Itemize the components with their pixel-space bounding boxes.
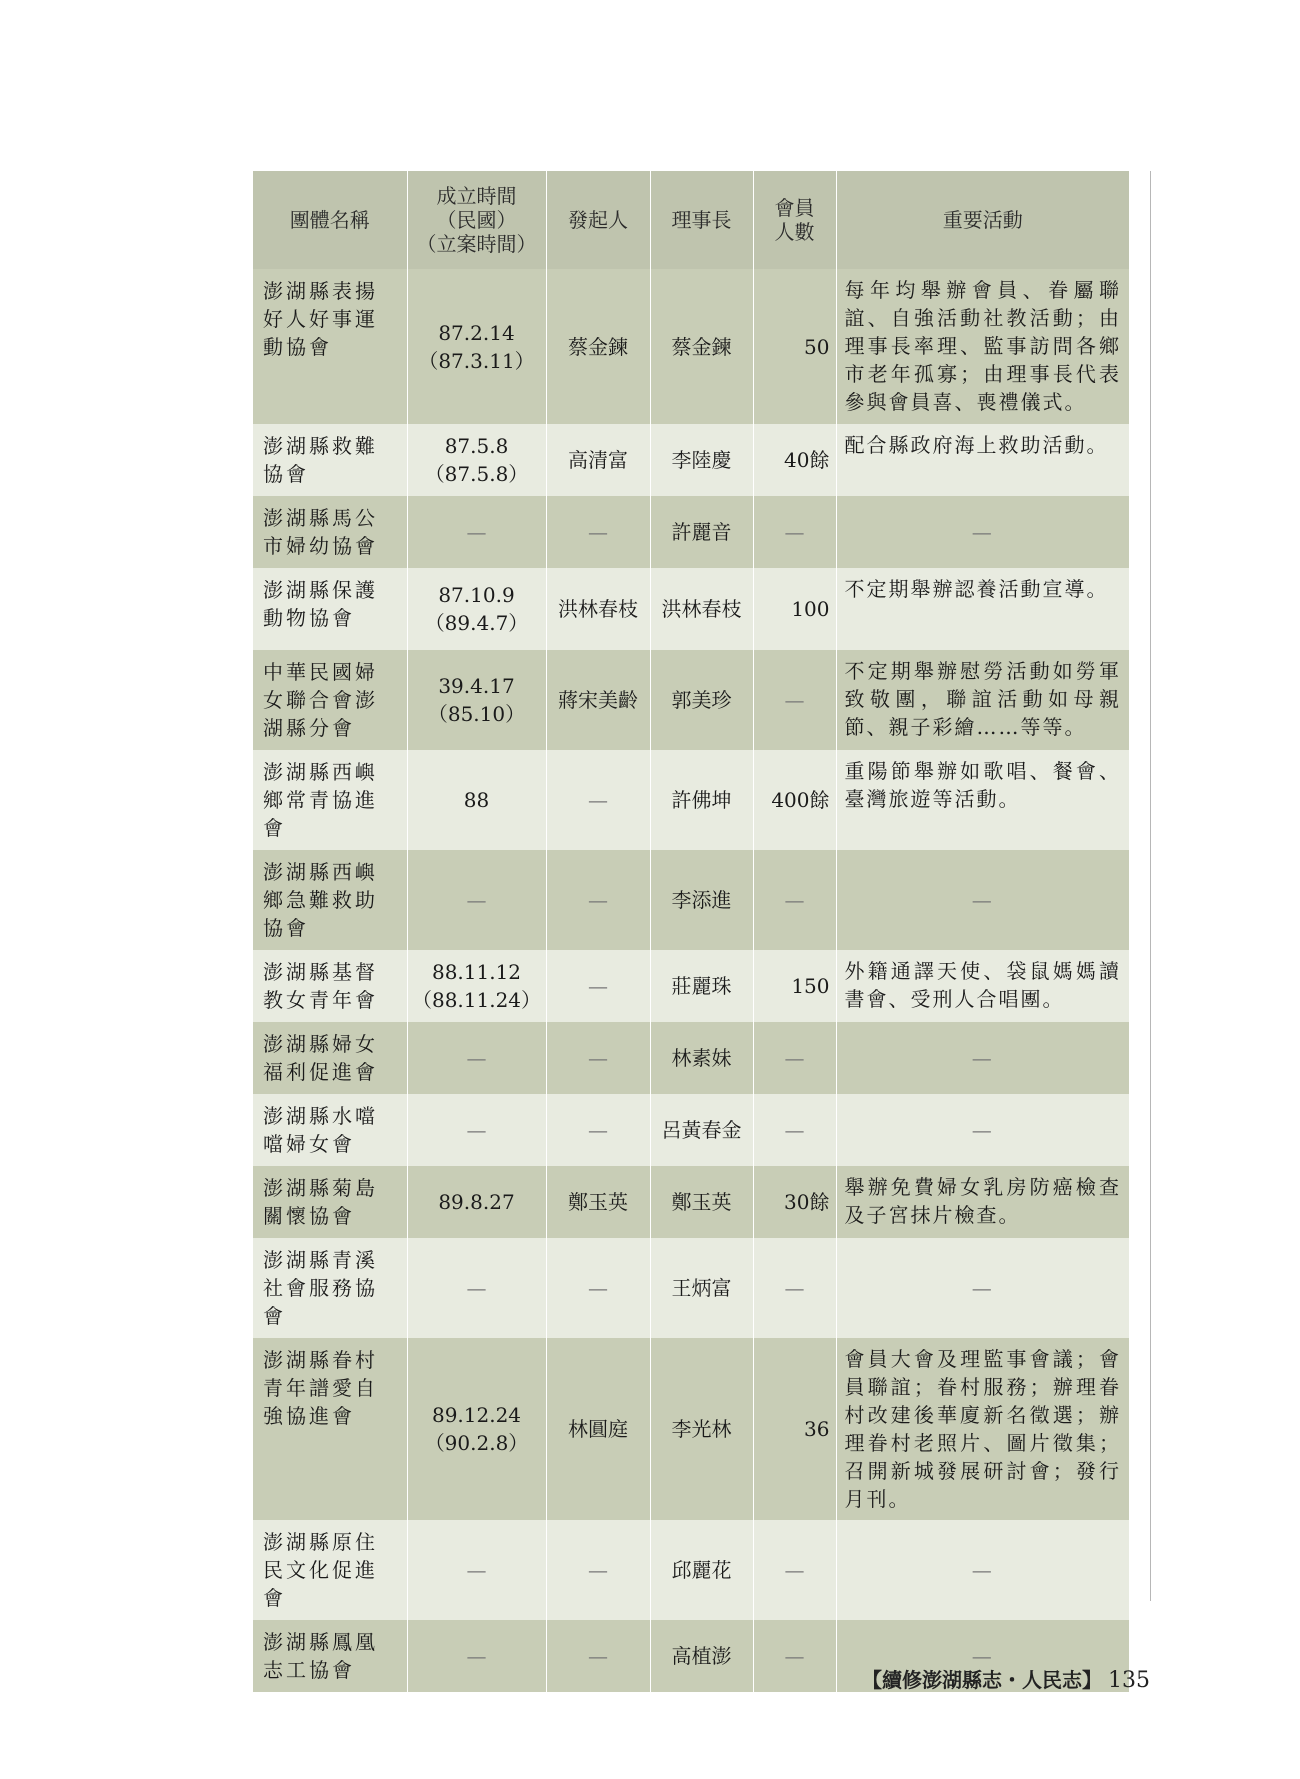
table-row — [253, 1338, 1129, 1520]
cell-founded: 88.11.12 （88.11.24） — [407, 950, 546, 1022]
page-margin-rule — [1150, 171, 1151, 1601]
cell-name: 澎湖縣救難協會 — [253, 424, 407, 496]
cell-chairman: 高植澎 — [650, 1620, 753, 1692]
cell-initiator: — — [546, 850, 650, 950]
cell-activities: 配合縣政府海上救助活動。 — [836, 424, 1129, 496]
cell-activities: 不定期舉辦慰勞活動如勞軍致敬團，聯誼活動如母親節、親子彩繪……等等。 — [836, 650, 1129, 750]
cell-name: 澎湖縣基督教女青年會 — [253, 950, 407, 1022]
table-row — [253, 1238, 1129, 1338]
cell-founded: — — [407, 1094, 546, 1166]
cell-activities: — — [836, 1022, 1129, 1094]
table-body — [253, 269, 1129, 1692]
cell-name: 澎湖縣表揚好人好事運動協會 — [253, 269, 407, 424]
cell-chairman: 洪林春枝 — [650, 568, 753, 650]
table-row — [253, 496, 1129, 568]
cell-chairman: 許佛坤 — [650, 750, 753, 850]
page-number: 135 — [1108, 1668, 1150, 1693]
cell-founded: 89.8.27 — [407, 1166, 546, 1238]
cell-founded: 39.4.17 （85.10） — [407, 650, 546, 750]
cell-founded: 87.10.9 （89.4.7） — [407, 568, 546, 650]
cell-founded: 87.5.8 （87.5.8） — [407, 424, 546, 496]
cell-chairman: 李陸慶 — [650, 424, 753, 496]
cell-members: 100 — [753, 568, 836, 650]
cell-name: 澎湖縣鳳凰志工協會 — [253, 1620, 407, 1692]
cell-initiator: — — [546, 496, 650, 568]
table-row — [253, 568, 1129, 650]
cell-chairman: 李添進 — [650, 850, 753, 950]
cell-members: — — [753, 496, 836, 568]
cell-name: 澎湖縣保護動物協會 — [253, 568, 407, 650]
cell-initiator: 高清富 — [546, 424, 650, 496]
table-row — [253, 1520, 1129, 1620]
cell-founded: 88 — [407, 750, 546, 850]
cell-name: 澎湖縣西嶼鄉常青協進會 — [253, 750, 407, 850]
header-chairman: 理事長 — [650, 171, 753, 269]
cell-activities: — — [836, 850, 1129, 950]
table-row — [253, 424, 1129, 496]
cell-name: 澎湖縣青溪社會服務協會 — [253, 1238, 407, 1338]
cell-activities: — — [836, 1620, 1129, 1692]
cell-chairman: 郭美珍 — [650, 650, 753, 750]
cell-members: 40餘 — [753, 424, 836, 496]
cell-name: 澎湖縣菊島關懷協會 — [253, 1166, 407, 1238]
organizations-table-container — [253, 171, 1129, 1692]
cell-chairman: 李光林 — [650, 1338, 753, 1520]
cell-members: 150 — [753, 950, 836, 1022]
header-founded: 成立時間 （民國） （立案時間） — [407, 171, 546, 269]
cell-name: 澎湖縣西嶼鄉急難救助協會 — [253, 850, 407, 950]
cell-name: 澎湖縣原住民文化促進會 — [253, 1520, 407, 1620]
cell-initiator: — — [546, 950, 650, 1022]
cell-initiator: — — [546, 750, 650, 850]
cell-chairman: 王炳富 — [650, 1238, 753, 1338]
cell-initiator: — — [546, 1520, 650, 1620]
cell-name: 澎湖縣馬公市婦幼協會 — [253, 496, 407, 568]
cell-founded: 89.12.24 （90.2.8） — [407, 1338, 546, 1520]
cell-chairman: 林素妹 — [650, 1022, 753, 1094]
cell-members: 36 — [753, 1338, 836, 1520]
cell-activities: 舉辦免費婦女乳房防癌檢查及子宮抹片檢查。 — [836, 1166, 1129, 1238]
cell-activities: 每年均舉辦會員、眷屬聯誼、自強活動社教活動；由理事長率理、監事訪問各鄉市老年孤寡；由理事長代表參與會員喜、喪禮儀式。 — [836, 269, 1129, 424]
cell-initiator: — — [546, 1238, 650, 1338]
cell-members: — — [753, 850, 836, 950]
cell-activities: 不定期舉辦認養活動宣導。 — [836, 568, 1129, 650]
cell-initiator: — — [546, 1620, 650, 1692]
table-row — [253, 269, 1129, 424]
cell-name: 澎湖縣婦女福利促進會 — [253, 1022, 407, 1094]
cell-founded: — — [407, 1022, 546, 1094]
cell-initiator: — — [546, 1094, 650, 1166]
table-row — [253, 1094, 1129, 1166]
header-name: 團體名稱 — [253, 171, 407, 269]
table-row — [253, 750, 1129, 850]
cell-founded: — — [407, 1238, 546, 1338]
cell-chairman: 呂黃春金 — [650, 1094, 753, 1166]
table-row — [253, 950, 1129, 1022]
organizations-table — [253, 171, 1129, 1692]
page-footer — [860, 1664, 1150, 1693]
table-row — [253, 1166, 1129, 1238]
cell-founded: — — [407, 850, 546, 950]
table-header-row — [253, 171, 1129, 269]
cell-members: — — [753, 1022, 836, 1094]
cell-initiator: 洪林春枝 — [546, 568, 650, 650]
cell-founded: — — [407, 1520, 546, 1620]
cell-founded: — — [407, 496, 546, 568]
cell-founded: — — [407, 1620, 546, 1692]
cell-activities: 外籍通譯天使、袋鼠媽媽讀書會、受刑人合唱團。 — [836, 950, 1129, 1022]
header-initiator: 發起人 — [546, 171, 650, 269]
cell-chairman: 蔡金鍊 — [650, 269, 753, 424]
table-row — [253, 1022, 1129, 1094]
cell-chairman: 鄭玉英 — [650, 1166, 753, 1238]
cell-members: 30餘 — [753, 1166, 836, 1238]
cell-members: — — [753, 1620, 836, 1692]
cell-name: 中華民國婦女聯合會澎湖縣分會 — [253, 650, 407, 750]
cell-chairman: 莊麗珠 — [650, 950, 753, 1022]
book-title: 【續修澎湖縣志・人民志】 — [862, 1668, 1102, 1692]
cell-members: — — [753, 1520, 836, 1620]
cell-name: 澎湖縣水噹噹婦女會 — [253, 1094, 407, 1166]
header-members: 會員 人數 — [753, 171, 836, 269]
cell-founded: 87.2.14 （87.3.11） — [407, 269, 546, 424]
cell-initiator: 林圓庭 — [546, 1338, 650, 1520]
cell-initiator: 蔣宋美齡 — [546, 650, 650, 750]
cell-members: 50 — [753, 269, 836, 424]
cell-activities: — — [836, 496, 1129, 568]
cell-initiator: 鄭玉英 — [546, 1166, 650, 1238]
cell-members: 400餘 — [753, 750, 836, 850]
cell-activities: 重陽節舉辦如歌唱、餐會、臺灣旅遊等活動。 — [836, 750, 1129, 850]
cell-activities: — — [836, 1238, 1129, 1338]
cell-name: 澎湖縣眷村青年譜愛自強協進會 — [253, 1338, 407, 1520]
cell-chairman: 邱麗花 — [650, 1520, 753, 1620]
table-row — [253, 850, 1129, 950]
cell-members: — — [753, 1094, 836, 1166]
cell-activities: — — [836, 1520, 1129, 1620]
cell-members: — — [753, 1238, 836, 1338]
cell-members: — — [753, 650, 836, 750]
cell-activities: — — [836, 1094, 1129, 1166]
header-activities: 重要活動 — [836, 171, 1129, 269]
table-row — [253, 650, 1129, 750]
cell-initiator: — — [546, 1022, 650, 1094]
cell-activities: 會員大會及理監事會議；會員聯誼；眷村服務；辦理眷村改建後華廈新名徵選；辦理眷村老照片、圖片徵集；召開新城發展研討會；發行月刊。 — [836, 1338, 1129, 1520]
cell-initiator: 蔡金鍊 — [546, 269, 650, 424]
cell-chairman: 許麗音 — [650, 496, 753, 568]
